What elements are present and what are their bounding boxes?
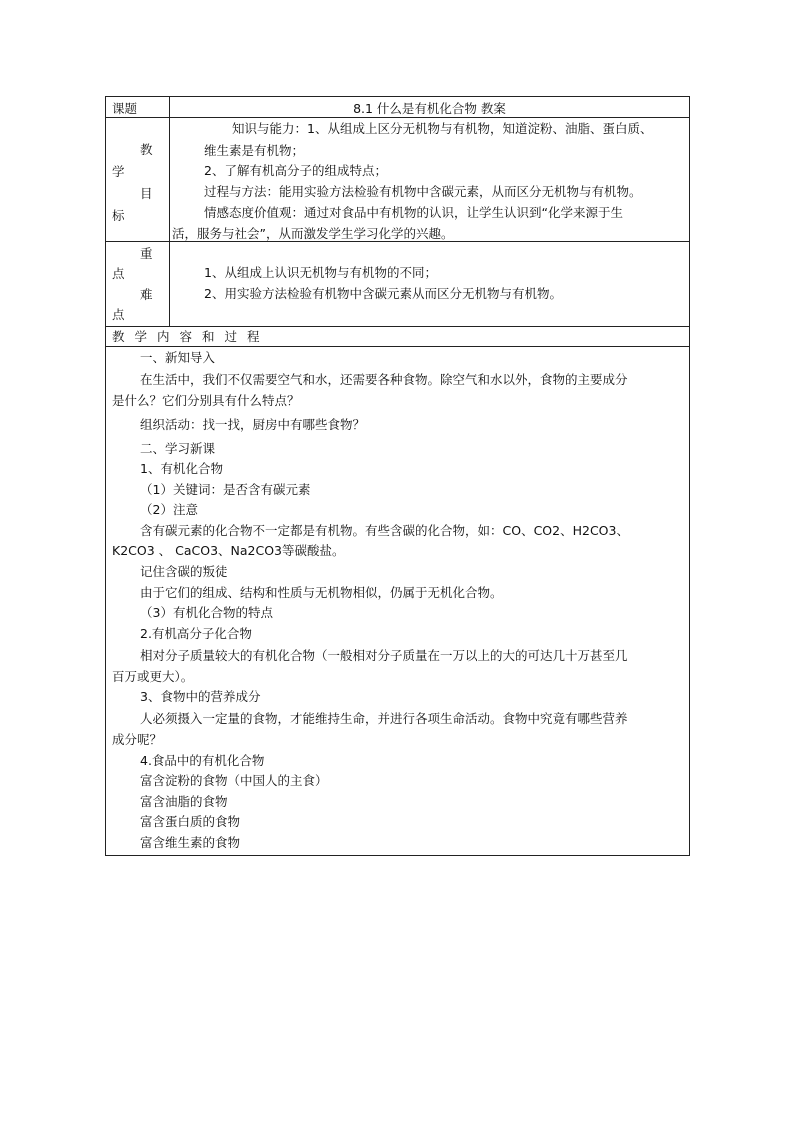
key-point-line: 1、从组成上认识无机物与有机物的不同；	[204, 265, 437, 280]
process-line: 由于它们的组成、结构和性质与无机物相似，仍属于无机化合物。	[140, 585, 503, 600]
goals-row	[106, 118, 690, 242]
process-line: 3、食物中的营养成分	[140, 689, 261, 704]
process-line: 2.有机高分子化合物	[140, 626, 252, 641]
process-heading: 教学内容和过程	[106, 327, 690, 347]
process-line: 含有碳元素的化合物不一定都是有机物。有些含碳的化合物，如：CO、CO2、H2CO3、	[140, 523, 629, 538]
process-line: 二、学习新课	[140, 441, 216, 456]
goals-label-char: 教	[140, 142, 153, 157]
process-content-row	[106, 347, 690, 856]
process-line: 富含蛋白质的食物	[140, 814, 241, 829]
goal-line: 过程与方法：能用实验方法检验有机物中含碳元素，从而区分无机物与有机物。	[204, 184, 642, 199]
process-line: 成分呢？	[112, 732, 163, 747]
goals-content-cell	[170, 118, 690, 242]
key-label-char: 点	[112, 266, 125, 281]
process-line: 一、新知导入	[140, 350, 216, 365]
process-line: 1、有机化合物	[140, 461, 223, 476]
process-line: K2CO3 、 CaCO3、Na2CO3等碳酸盐。	[112, 543, 345, 558]
goal-line: 2、了解有机高分子的组成特点；	[204, 163, 387, 178]
key-points-row	[106, 242, 690, 327]
goal-line: 活，服务与社会”，从而激发学生学习化学的兴趣。	[172, 226, 454, 241]
key-points-label-cell	[106, 242, 170, 327]
process-line: 富含油脂的食物	[140, 794, 228, 809]
key-point-line: 2、用实验方法检验有机物中含碳元素从而区分无机物与有机物。	[204, 286, 562, 301]
process-line: 相对分子质量较大的有机化合物（一般相对分子质量在一万以上的大的可达几十万甚至几	[140, 648, 628, 663]
process-line: 组织活动：找一找，厨房中有哪些食物？	[140, 417, 366, 432]
key-label-char: 难	[140, 287, 153, 302]
page-title: 8.1 什么是有机化合物 教案	[353, 101, 506, 116]
process-line: （3）有机化合物的特点	[140, 605, 273, 620]
goals-label-char: 目	[140, 186, 153, 201]
title-label: 课题	[112, 101, 138, 116]
process-line: 在生活中，我们不仅需要空气和水，还需要各种食物。除空气和水以外，食物的主要成分	[140, 372, 628, 387]
process-content-cell	[106, 347, 690, 856]
process-line: （2）注意	[140, 502, 198, 517]
key-label-char: 点	[112, 307, 125, 322]
process-line: 记住含碳的叛徒	[140, 564, 228, 579]
process-line: 富含维生素的食物	[140, 835, 241, 850]
title-label-cell	[106, 97, 170, 118]
goal-line: 知识与能力：1、从组成上区分无机物与有机物，知道淀粉、油脂、蛋白质、	[232, 121, 653, 136]
goal-line: 维生素是有机物；	[204, 143, 305, 158]
process-heading-row	[106, 327, 690, 347]
goals-label-cell	[106, 118, 170, 242]
key-label-char: 重	[140, 246, 153, 261]
process-line: 是什么？它们分别具有什么特点？	[112, 393, 300, 408]
process-line: 4.食品中的有机化合物	[140, 753, 265, 768]
key-points-content-cell	[170, 242, 690, 327]
title-cell	[170, 97, 690, 118]
goal-line: 情感态度价值观：通过对食品中有机物的认识，让学生认识到“化学来源于生	[204, 205, 623, 220]
lesson-plan-table	[105, 96, 690, 856]
title-row	[106, 97, 690, 118]
process-line: （1）关键词：是否含有碳元素	[140, 482, 311, 497]
process-line: 富含淀粉的食物（中国人的主食）	[140, 773, 328, 788]
goals-label-char: 学	[112, 164, 125, 179]
process-line: 百万或更大）。	[112, 669, 194, 684]
goals-label-char: 标	[112, 208, 125, 223]
process-line: 人必须摄入一定量的食物，才能维持生命，并进行各项生命活动。食物中究竟有哪些营养	[140, 711, 628, 726]
